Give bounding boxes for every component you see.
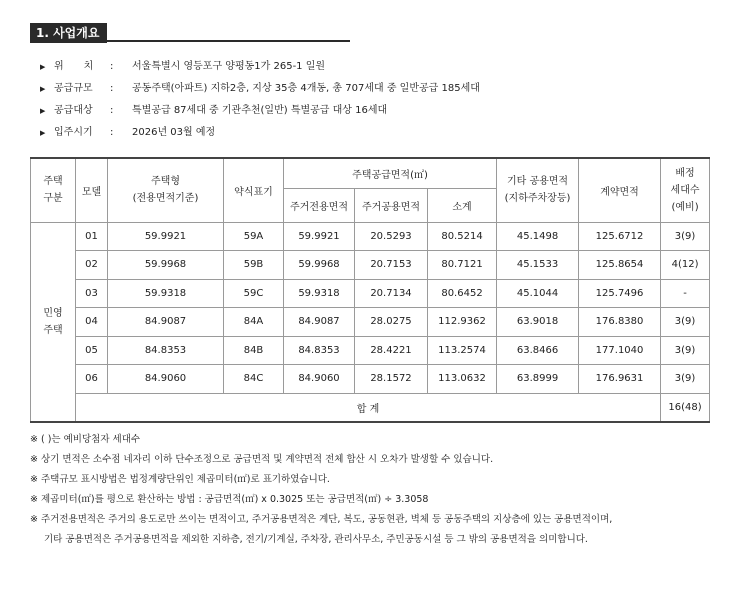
cell-housing-type: 84.8353 (108, 336, 224, 365)
header-model: 모델 (76, 158, 108, 222)
table-row (31, 336, 710, 365)
cell-housing-type: 84.9087 (108, 308, 224, 337)
info-label: 입주시기 (54, 127, 93, 138)
header-housing-type: 주택형 (전용면적기준) (108, 158, 224, 222)
header-abbreviation: 약식표기 (224, 158, 284, 222)
info-value: 공동주택(아파트) 지하2층, 지상 35층 4개동, 총 707세대 중 일반공급 185세대 (132, 83, 480, 94)
section-header (30, 22, 350, 42)
cell-subtotal: 80.6452 (428, 279, 497, 308)
cell-other-area: 45.1044 (497, 279, 579, 308)
cell-model: 01 (76, 222, 108, 251)
table-row (31, 251, 710, 280)
cell-exclusive-area: 59.9318 (284, 279, 355, 308)
info-label: 위 치 (54, 61, 94, 72)
table-row (31, 279, 710, 308)
info-value: 특별공급 87세대 중 기관추천(일반) 특별공급 대상 16세대 (132, 105, 388, 116)
cell-other-area: 63.9018 (497, 308, 579, 337)
table-row (31, 222, 710, 251)
bullet-icon: ▶ (40, 63, 46, 71)
cell-model: 02 (76, 251, 108, 280)
note-conversion: ※ 제곱미터(㎡)를 평으로 환산하는 방법 : 공급면적(㎡) x 0.3025 또는 공급면적(㎡) ÷ 3.3058 (30, 494, 429, 505)
header-supply-area: 주택공급면적(㎡) (284, 158, 497, 188)
cell-exclusive-area: 59.9968 (284, 251, 355, 280)
cell-allocated: 3(9) (661, 308, 710, 337)
cell-housing-type: 84.9060 (108, 365, 224, 394)
cell-contract-area: 125.7496 (579, 279, 661, 308)
cell-contract-area: 176.8380 (579, 308, 661, 337)
info-colon: : (110, 61, 114, 72)
note-rounding: ※ 상기 면적은 소수점 네자리 이하 단수조정으로 공급면적 및 계약면적 전체 합산 시 오차가 발생할 수 있습니다. (30, 454, 494, 465)
header-contract-area: 계약면적 (579, 158, 661, 222)
cell-allocated: 3(9) (661, 222, 710, 251)
cell-allocated: - (661, 279, 710, 308)
cell-abbreviation: 84C (224, 365, 284, 394)
header-exclusive-area: 주거전용면적 (284, 188, 355, 222)
cell-abbreviation: 84B (224, 336, 284, 365)
cell-housing-type: 59.9968 (108, 251, 224, 280)
cell-model: 06 (76, 365, 108, 394)
info-colon: : (110, 83, 114, 94)
bullet-icon: ▶ (40, 85, 46, 93)
cell-common-area: 20.7153 (355, 251, 428, 280)
cell-allocated: 3(9) (661, 365, 710, 394)
cell-other-area: 45.1533 (497, 251, 579, 280)
cell-exclusive-area: 59.9921 (284, 222, 355, 251)
cell-housing-type: 59.9921 (108, 222, 224, 251)
header-common-area: 주거공용면적 (355, 188, 428, 222)
group-private-housing: 민영 주택 (31, 222, 76, 422)
table-row (31, 365, 710, 394)
cell-allocated: 3(9) (661, 336, 710, 365)
info-label: 공급규모 (54, 83, 93, 94)
cell-exclusive-area: 84.9087 (284, 308, 355, 337)
cell-abbreviation: 59B (224, 251, 284, 280)
cell-common-area: 28.1572 (355, 365, 428, 394)
cell-common-area: 20.7134 (355, 279, 428, 308)
total-allocated: 16(48) (661, 393, 710, 422)
info-colon: : (110, 127, 114, 138)
cell-abbreviation: 59A (224, 222, 284, 251)
cell-contract-area: 125.8654 (579, 251, 661, 280)
cell-common-area: 28.0275 (355, 308, 428, 337)
cell-exclusive-area: 84.8353 (284, 336, 355, 365)
note-area-definition: ※ 주거전용면적은 주거의 용도로만 쓰이는 면적이고, 주거공용면적은 계단, 복도, 공동현관, 벽체 등 공동주택의 지상층에 있는 공용면적이며, (30, 514, 613, 525)
cell-allocated: 4(12) (661, 251, 710, 280)
info-value: 2026년 03월 예정 (132, 127, 216, 138)
header-allocated-units: 배정 세대수 (예비) (661, 158, 710, 222)
total-label: 합 계 (76, 393, 661, 422)
note-unit: ※ 주택규모 표시방법은 법정계량단위인 제곱미터(㎡)로 표기하였습니다. (30, 474, 330, 485)
cell-other-area: 63.8466 (497, 336, 579, 365)
notes (30, 433, 612, 553)
cell-model: 04 (76, 308, 108, 337)
section-title: 1. 사업개요 (30, 23, 107, 43)
cell-common-area: 20.5293 (355, 222, 428, 251)
cell-subtotal: 80.7121 (428, 251, 497, 280)
bullet-icon: ▶ (40, 129, 46, 137)
note-reserve: ※ ( )는 예비당첨자 세대수 (30, 434, 141, 445)
cell-subtotal: 113.2574 (428, 336, 497, 365)
info-label: 공급대상 (54, 105, 93, 116)
cell-subtotal: 112.9362 (428, 308, 497, 337)
cell-common-area: 28.4221 (355, 336, 428, 365)
bullet-icon: ▶ (40, 107, 46, 115)
supply-area-table (30, 157, 710, 423)
cell-other-area: 45.1498 (497, 222, 579, 251)
cell-exclusive-area: 84.9060 (284, 365, 355, 394)
table-row (31, 308, 710, 337)
cell-abbreviation: 59C (224, 279, 284, 308)
cell-abbreviation: 84A (224, 308, 284, 337)
table-total-row (31, 393, 710, 422)
cell-housing-type: 59.9318 (108, 279, 224, 308)
cell-contract-area: 176.9631 (579, 365, 661, 394)
cell-model: 05 (76, 336, 108, 365)
info-colon: : (110, 105, 114, 116)
info-value: 서울특별시 영등포구 양평동1가 265-1 일원 (132, 61, 326, 72)
cell-model: 03 (76, 279, 108, 308)
header-subtotal: 소계 (428, 188, 497, 222)
cell-contract-area: 177.1040 (579, 336, 661, 365)
note-area-definition-cont: 기타 공용면적은 주거공용면적을 제외한 지하층, 전기/기계실, 주차장, 관리사무소, 주민공동시설 등 그 밖의 공용면적을 의미합니다. (44, 534, 588, 545)
header-housing-division: 주택 구분 (31, 158, 76, 222)
header-other-common-area: 기타 공용면적 (지하주차장등) (497, 158, 579, 222)
section-underline (30, 40, 350, 42)
cell-subtotal: 80.5214 (428, 222, 497, 251)
cell-other-area: 63.8999 (497, 365, 579, 394)
cell-subtotal: 113.0632 (428, 365, 497, 394)
cell-contract-area: 125.6712 (579, 222, 661, 251)
